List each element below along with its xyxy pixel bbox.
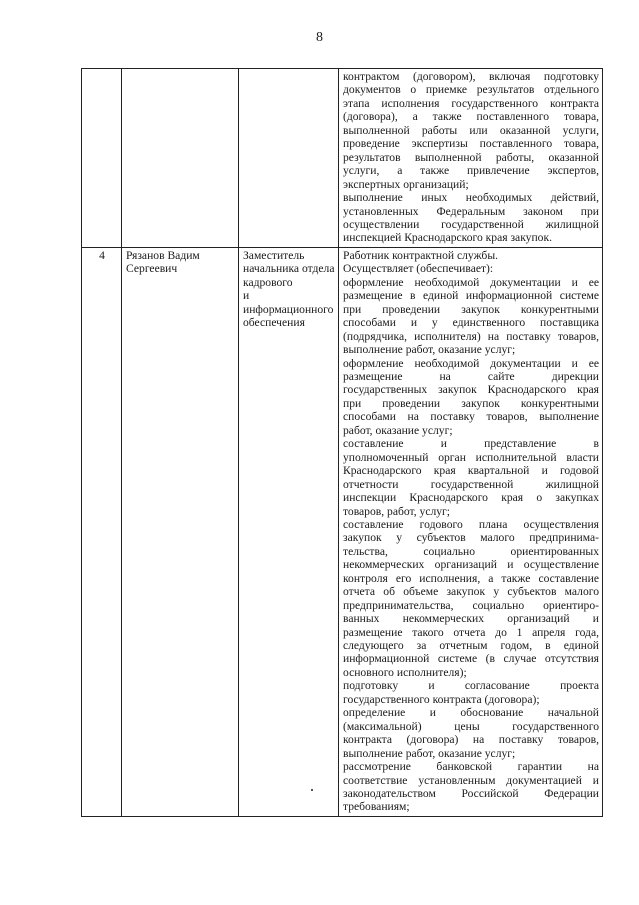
duty-line: определение и обоснование начальной [343, 706, 599, 720]
page-number: 8 [316, 30, 323, 45]
duty-line: (максимальной) цены государственного [343, 719, 599, 733]
duty-line: Осуществляет (обеспечивает): [343, 262, 494, 276]
duties-cell [339, 247, 603, 816]
duty-line: способами на поставку товаров, выполнение [343, 410, 599, 424]
duty-line: рассмотрение банковской гарантии на [343, 760, 599, 774]
duties-cell [339, 69, 603, 248]
position-line: кадрового [243, 275, 293, 289]
duty-line: этапа исполнения государственного контракта [343, 96, 599, 110]
duty-line: государственных закупок Краснодарского края [343, 383, 599, 397]
employee-name-cell [122, 69, 239, 248]
employee-name-cell [122, 247, 239, 816]
duty-line: информационной системе (в случае отсутствия [343, 652, 599, 666]
duty-line: составление годового плана осуществления [343, 517, 599, 531]
position-line: информационного [243, 302, 334, 316]
duty-line: размещение в единой информационной системе [343, 289, 599, 303]
duty-line: инспекцией Краснодарского края закупок. [343, 231, 553, 245]
duty-line: ванных некоммерческих организаций и [343, 612, 599, 626]
duty-line: проведение экспертизы поставленного товара, [343, 137, 599, 151]
duty-line: выполнение работ, оказание услуг; [343, 343, 516, 357]
duty-line: товаров, работ, услуг; [343, 504, 451, 518]
duty-line: установленных Федеральным законом при [343, 204, 599, 218]
scan-speck [311, 789, 313, 791]
duty-line: государственного контракта (договора); [343, 692, 540, 706]
duty-line: инспекции Краснодарского края о закупках [343, 491, 599, 505]
duty-line: оформление необходимой документации и ее [343, 275, 599, 289]
duty-line: законодательством Российской Федерации [343, 787, 599, 801]
duty-line: экспертных организаций; [343, 177, 469, 191]
duty-line: отчетности государственной жилищной [343, 477, 599, 491]
position-line: и [243, 289, 250, 303]
employee-name-line: Сергеевич [126, 262, 178, 276]
duty-line: размещение на сайте дирекции [343, 369, 599, 383]
duty-line: результатов выполненной работы, оказанной [343, 150, 599, 164]
duty-line: оформление необходимой документации и ее [343, 356, 599, 370]
duty-line: тельства, социально ориентированных [343, 544, 599, 558]
duty-line: документов о приемке результатов отдельного [343, 83, 599, 97]
position-line: начальника отдела [243, 262, 335, 276]
duty-line: закупок у субъектов малого предпринима- [343, 531, 599, 545]
employee-name-line: Рязанов Вадим [126, 248, 200, 262]
duty-line: уполномоченный орган исполнительной власти [343, 450, 599, 464]
duty-line: следующего за отчетным годом, в единой [343, 639, 599, 653]
duty-line: составление и представление в [343, 437, 599, 451]
duty-line: при проведении закупок конкурентными [343, 396, 599, 410]
duty-line: контракта (договора) на поставку товаров, [343, 733, 599, 747]
position-line: обеспечения [243, 316, 305, 330]
duty-line: работ, оказание услуг; [343, 423, 453, 437]
table-row [82, 247, 603, 816]
duty-line: основного исполнителя); [343, 665, 467, 679]
duty-line: отчета об объеме закупок у субъектов малого [343, 585, 599, 599]
duty-line: (договора), а также поставленного товара, [343, 110, 599, 124]
duty-line: Краснодарского края квартальной и годовой [343, 464, 599, 478]
row-number-cell: 4 [82, 247, 122, 816]
duty-line: контроля его исполнения, а также составление [343, 571, 599, 585]
duty-line: соответствие установленным документацией и [343, 773, 599, 787]
duty-line: (подрядчика, исполнителя) на поставку товаров, [343, 329, 599, 343]
duty-line: выполненной работы или оказанной услуги, [343, 123, 599, 137]
position-cell [239, 69, 339, 248]
table-row [82, 69, 603, 248]
duty-line: способами и у единственного поставщика [343, 316, 599, 330]
duty-line: при проведении закупок конкурентными [343, 302, 599, 316]
duty-line: осуществлении государственной жилищной [343, 217, 599, 231]
duty-line: контрактом (договором), включая подготовку [343, 70, 599, 83]
duty-line: предпринимательства, социально ориентиро- [343, 598, 599, 612]
row-number-cell [82, 69, 122, 248]
duty-line: выполнение иных необходимых действий, [343, 191, 599, 205]
duty-line: размещение такого отчета до 1 апреля года, [343, 625, 599, 639]
position-cell [239, 247, 339, 816]
duty-line: подготовку и согласование проекта [343, 679, 599, 693]
duty-line: требованиям; [343, 800, 410, 814]
staff-duties-table [81, 68, 603, 817]
duty-line: Работник контрактной службы. [343, 248, 499, 262]
duty-line: выполнение работ, оказание услуг; [343, 746, 516, 760]
duty-line: некоммерческих организаций и осуществление [343, 558, 599, 572]
duty-line: услуги, а также привлечение экспертов, [343, 164, 599, 178]
position-line: Заместитель [243, 248, 305, 262]
